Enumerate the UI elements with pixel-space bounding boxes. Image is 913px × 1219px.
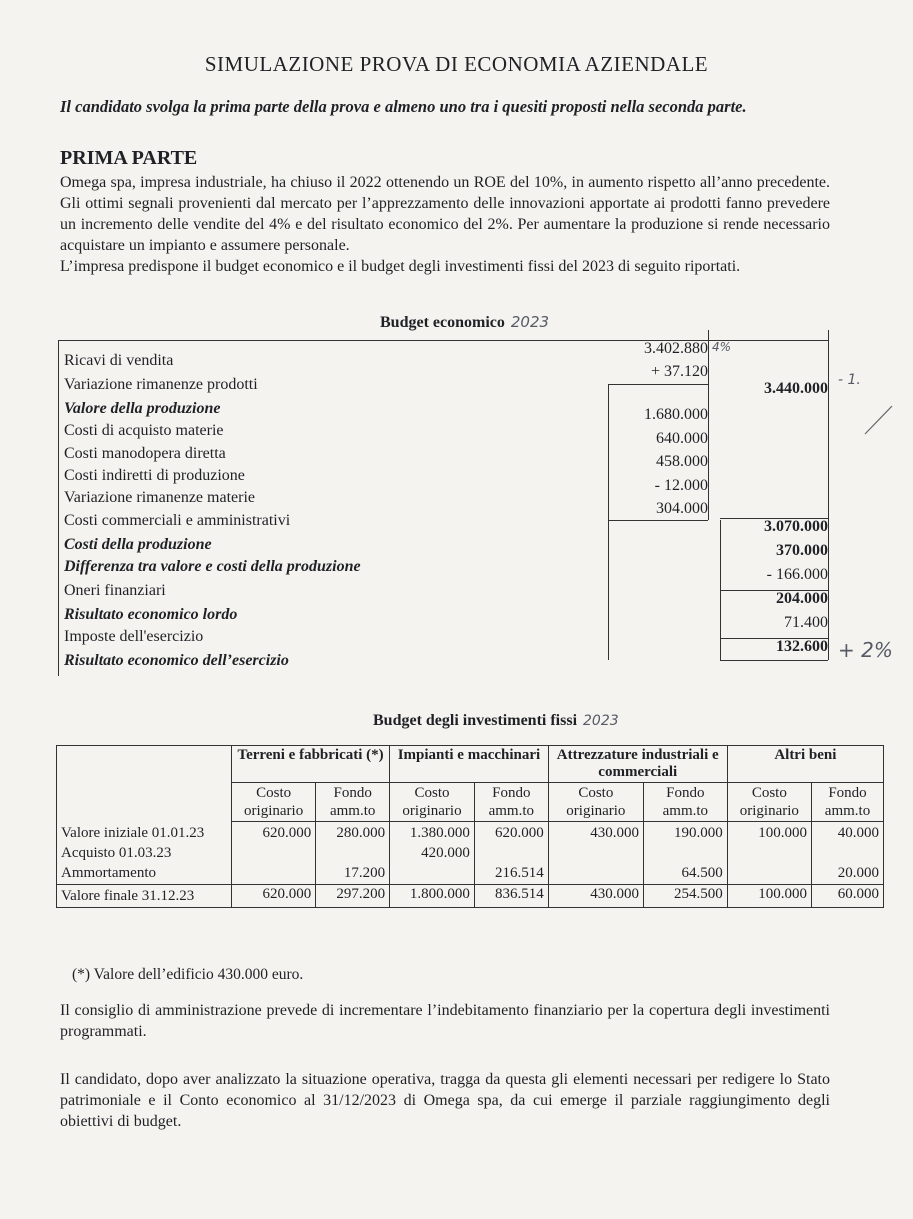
cell (553, 843, 639, 863)
cell: 280.000 (336, 825, 386, 841)
footnote: (*) Valore dell’edificio 430.000 euro. (72, 966, 304, 983)
table-column-cells (390, 822, 475, 885)
cell: 20.000 (837, 865, 879, 881)
row-label: Valore iniziale 01.01.23 (61, 825, 205, 841)
cell (394, 863, 470, 883)
budget-row-value: 458.000 (656, 453, 708, 470)
budget-row-value: + 37.120 (650, 363, 708, 380)
budget-row-label: Differenza tra valore e costi della produzione (64, 558, 361, 575)
cell: 100.000 (758, 825, 807, 841)
budget-row-label: Ricavi di vendita (64, 352, 174, 369)
budget-row-value: 3.402.880 (644, 340, 708, 357)
handwritten-year: 2023 (510, 313, 550, 331)
section-heading: PRIMA PARTE (60, 147, 198, 169)
cell: 40.000 (837, 825, 879, 841)
table-column-cells (811, 822, 883, 885)
cell: 17.200 (343, 865, 386, 881)
budget-row-total: 370.000 (776, 542, 828, 559)
subheader-costo: Costo originario (232, 783, 316, 822)
table-column-cells (643, 822, 727, 885)
case-paragraph (60, 172, 830, 277)
cell: 1.380.000 (409, 825, 470, 841)
cell (320, 843, 385, 863)
budget-row-value: - 12.000 (654, 477, 708, 494)
budget-investimenti-table (56, 745, 884, 908)
cell (732, 843, 807, 863)
budget-row-value: 1.680.000 (644, 406, 708, 423)
budget-row-label: Costi indiretti di produzione (64, 467, 245, 484)
subheader-costo: Costo originario (390, 783, 475, 822)
budget-investimenti-title (373, 712, 619, 730)
cell: 420.000 (421, 845, 470, 861)
cell: 836.514 (474, 885, 548, 908)
cell: 216.514 (495, 865, 544, 881)
cell: 620.000 (232, 885, 316, 908)
cell: 100.000 (727, 885, 811, 908)
handwritten-note-vdp: - 1. (838, 372, 861, 388)
cell (236, 843, 311, 863)
budget-row-label: Valore della produzione (64, 400, 221, 417)
handwritten-slash-icon (860, 400, 900, 440)
budget-investimenti-title-text: Budget degli investimenti fissi (373, 712, 578, 729)
budget-row-label: Costi di acquisto materie (64, 422, 224, 439)
group-terreni: Terreni e fabbricati (*) (232, 746, 390, 783)
budget-row-value: 640.000 (656, 430, 708, 447)
cell (553, 863, 639, 883)
cell: 430.000 (590, 825, 639, 841)
handwritten-note-4pct: 4% (712, 340, 732, 354)
subheader-costo: Costo originario (548, 783, 643, 822)
table-column-cells (727, 822, 811, 885)
case-text: Omega spa, impresa industriale, ha chiuso il 2022 ottenendo un ROE del 10%, in aumento rispetto all’anno precedente. Gli ottimi segnali provenienti dal mercato per l’apprezzamento delle innovazioni apportate ai prodotti fanno prevedere un incremento delle vendite del 4% e del risultato economico del 2%. Per aumentare la produzione si rende necessario acquistare un impianto e assumere personale. (60, 174, 830, 254)
budget-row-label: Costi manodopera diretta (64, 445, 226, 462)
budget-row-label: Variazione rimanenze materie (64, 489, 255, 506)
document-title: SIMULAZIONE PROVA DI ECONOMIA AZIENDALE (204, 52, 709, 76)
cell: 297.200 (316, 885, 390, 908)
table-column-cells (474, 822, 548, 885)
cell: 60.000 (811, 885, 883, 908)
budget-row-total: 3.070.000 (764, 518, 828, 535)
budget-economico-title (380, 313, 549, 332)
budget-row-label: Variazione rimanenze prodotti (64, 376, 258, 393)
cell: 620.000 (495, 825, 544, 841)
cell (479, 843, 544, 863)
group-impianti: Impianti e macchinari (390, 746, 549, 783)
row-label: Ammortamento (61, 865, 156, 881)
subheader-fondo: Fondo amm.to (811, 783, 883, 822)
budget-row-total: 132.600 (776, 638, 828, 655)
cell (816, 843, 879, 863)
subheader-fondo: Fondo amm.to (316, 783, 390, 822)
empty-corner (57, 746, 232, 822)
cell: 620.000 (262, 825, 312, 841)
budget-row-label: Costi della produzione (64, 536, 212, 553)
handwritten-year-2: 2023 (583, 713, 619, 729)
row-label: Acquisto 01.03.23 (61, 845, 172, 861)
group-altri-beni: Altri beni (727, 746, 883, 783)
budget-row-label: Risultato economico dell’esercizio (64, 652, 289, 669)
budget-row-label: Oneri finanziari (64, 582, 166, 599)
case-text-2: L’impresa predispone il budget economico e il budget degli investimenti fissi del 2023 di seguito riportati. (60, 258, 741, 275)
subheader-fondo: Fondo amm.to (474, 783, 548, 822)
cell: 64.500 (681, 865, 723, 881)
cell (648, 843, 723, 863)
table-column-cells (232, 822, 316, 885)
cell: 430.000 (548, 885, 643, 908)
cell: 1.800.000 (390, 885, 475, 908)
instructions: Il candidato svolga la prima parte della prova e almeno uno tra i quesiti proposti nella seconda parte. (60, 97, 747, 116)
budget-row-total: - 166.000 (766, 566, 828, 583)
budget-row-label: Imposte dell'esercizio (64, 628, 204, 645)
table-row (57, 822, 884, 885)
budget-row-total: 204.000 (776, 590, 828, 607)
row-label: Valore finale 31.12.23 (57, 885, 232, 908)
table-column-cells (316, 822, 390, 885)
budget-row-total: 71.400 (784, 614, 828, 631)
cell: 254.500 (643, 885, 727, 908)
table-column-cells (548, 822, 643, 885)
budget-row-label: Costi commerciali e amministrativi (64, 512, 291, 529)
cell (732, 863, 807, 883)
budget-row-label: Risultato economico lordo (64, 606, 238, 623)
table-row-total (57, 885, 884, 908)
budget-row-value: 304.000 (656, 500, 708, 517)
handwritten-note-result: + 2% (838, 638, 893, 662)
budget-economico-title-text: Budget economico (380, 314, 505, 331)
paragraph-indebitamento: Il consiglio di amministrazione prevede di incrementare l’indebitamento finanziario per la copertura degli investimenti programmati. (60, 1002, 830, 1040)
row-labels (57, 822, 232, 885)
cell (236, 863, 311, 883)
paragraph-task: Il candidato, dopo aver analizzato la situazione operativa, tragga da questa gli elementi necessari per redigere lo Stato patrimoniale e il Conto economico al 31/12/2023 di Omega spa, da cui emerge il parziale raggiungimento degli obiettivi di budget. (60, 1071, 830, 1130)
cell: 190.000 (673, 825, 723, 841)
subheader-costo: Costo originario (727, 783, 811, 822)
subheader-fondo: Fondo amm.to (643, 783, 727, 822)
budget-row-total: 3.440.000 (764, 380, 828, 397)
group-attrezzature: Attrezzature industriali e commerciali (548, 746, 727, 783)
